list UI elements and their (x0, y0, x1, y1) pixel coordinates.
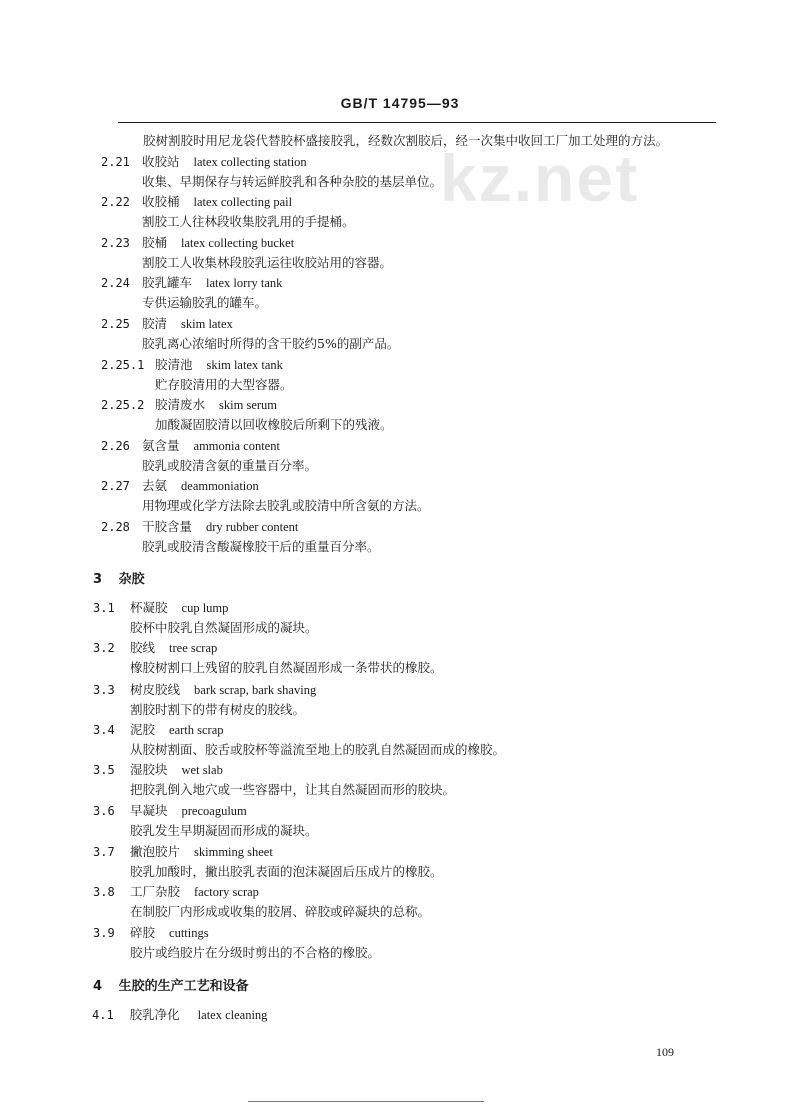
term-definition: 加酸凝固胶清以回收橡胶后所剩下的残液。 (155, 417, 393, 432)
term-number: 2.25.1 (101, 358, 145, 372)
term-definition: 割胶工人往林段收集胶乳用的手提桶。 (142, 214, 355, 229)
page-header: GB/T 14795—93 (340, 95, 460, 111)
term-definition: 橡胶树割口上残留的胶乳自然凝固形成一条带状的橡胶。 (130, 660, 443, 675)
term-en: ammonia content (193, 439, 280, 453)
term-definition: 胶杯中胶乳自然凝固形成的凝块。 (130, 620, 318, 635)
term-heading (101, 316, 233, 332)
term-en: latex collecting pail (193, 195, 293, 209)
bottom-rule (248, 1101, 484, 1102)
term-heading (93, 640, 217, 656)
term-number: 2.25.2 (101, 398, 145, 412)
term-en: deammoniation (181, 479, 259, 493)
term-definition: 把胶乳倒入地穴或一些容器中，让其自然凝固而形的胶块。 (130, 782, 456, 797)
term-number: 3.4 (93, 723, 115, 737)
term-en: skim latex tank (206, 358, 283, 372)
term-heading (93, 844, 273, 860)
term-zh: 氨含量 (142, 438, 180, 453)
term-definition: 贮存胶清用的大型容器。 (155, 377, 293, 392)
term-number: 2.27 (101, 479, 130, 493)
term-number: 2.24 (101, 276, 130, 290)
term-number: 2.25 (101, 317, 130, 331)
term-zh: 早凝块 (130, 803, 168, 818)
term-definition: 用物理或化学方法除去胶乳或胶清中所含氨的方法。 (142, 498, 430, 513)
term-zh: 胶线 (130, 640, 156, 655)
term-en: skimming sheet (194, 845, 273, 859)
term-heading (101, 397, 277, 413)
term-heading (93, 925, 209, 941)
term-zh: 去氨 (142, 478, 168, 493)
term-definition: 从胶树割面、胶舌或胶杯等溢流至地上的胶乳自然凝固而成的橡胶。 (130, 742, 506, 757)
term-number: 3.6 (93, 804, 115, 818)
term-zh: 湿胶块 (130, 762, 168, 777)
section-title: 杂胶 (118, 572, 145, 587)
term-en: wet slab (181, 763, 223, 777)
term-number: 3.7 (93, 845, 115, 859)
section-4-heading (93, 975, 249, 994)
section-number: 4 (93, 979, 103, 994)
term-en: latex collecting bucket (181, 236, 295, 250)
term-heading (101, 519, 298, 535)
term-zh: 杯凝胶 (130, 600, 168, 615)
term-heading (93, 722, 224, 738)
term-zh: 撇泡胶片 (130, 844, 181, 859)
term-en: cup lump (181, 601, 229, 615)
term-4-1 (92, 1007, 267, 1023)
term-heading (93, 884, 259, 900)
term-number: 4.1 (92, 1008, 114, 1022)
term-zh: 收胶桶 (142, 194, 180, 209)
term-zh: 胶清废水 (155, 397, 206, 412)
term-heading (101, 275, 282, 291)
term-definition: 胶乳加酸时，撇出胶乳表面的泡沫凝固后压成片的橡胶。 (130, 864, 443, 879)
term-en: latex cleaning (197, 1008, 268, 1022)
section-3-heading (93, 568, 145, 587)
term-en: factory scrap (194, 885, 259, 899)
term-zh: 胶乳罐车 (142, 275, 193, 290)
term-zh: 泥胶 (130, 722, 156, 737)
term-en: bark scrap, bark shaving (194, 683, 317, 697)
term-en: dry rubber content (206, 520, 299, 534)
term-zh: 树皮胶线 (130, 682, 181, 697)
term-en: earth scrap (169, 723, 224, 737)
term-zh: 收胶站 (142, 154, 180, 169)
term-zh: 胶清池 (155, 357, 193, 372)
term-en: latex lorry tank (206, 276, 283, 290)
term-definition: 胶乳发生早期凝固而形成的凝块。 (130, 823, 318, 838)
term-zh: 工厂杂胶 (130, 884, 181, 899)
term-heading (93, 682, 316, 698)
term-zh: 干胶含量 (142, 519, 193, 534)
term-heading (93, 600, 228, 616)
intro-line: 胶树割胶时用尼龙袋代替胶杯盛接胶乳，经数次割胶后，经一次集中收回工厂加工处理的方法。 (143, 133, 669, 148)
term-definition: 胶乳或胶清含酸凝橡胶干后的重量百分率。 (142, 539, 380, 554)
term-definition: 专供运输胶乳的罐车。 (142, 295, 268, 310)
term-en: cuttings (169, 926, 209, 940)
section-title: 生胶的生产工艺和设备 (118, 979, 249, 994)
term-heading (101, 438, 280, 454)
term-heading (101, 357, 283, 373)
term-heading (101, 154, 307, 170)
page-number: 109 (656, 1045, 674, 1059)
term-number: 3.3 (93, 683, 115, 697)
term-en: skim latex (181, 317, 233, 331)
term-heading (101, 235, 294, 251)
term-number: 3.9 (93, 926, 115, 940)
term-number: 3.8 (93, 885, 115, 899)
term-zh: 胶桶 (142, 235, 168, 250)
term-number: 3.1 (93, 601, 115, 615)
term-definition: 割胶时割下的带有树皮的胶线。 (130, 702, 306, 717)
term-en: latex collecting station (193, 155, 307, 169)
term-definition: 割胶工人收集林段胶乳运往收胶站用的容器。 (142, 255, 393, 270)
term-en: skim serum (219, 398, 277, 412)
term-number: 2.28 (101, 520, 130, 534)
term-heading (101, 194, 292, 210)
watermark: kz.net (440, 141, 640, 215)
term-zh: 碎胶 (130, 925, 156, 940)
term-definition: 胶片或绉胶片在分级时剪出的不合格的橡胶。 (130, 945, 381, 960)
term-definition: 收集、早期保存与转运鲜胶乳和各种杂胶的基层单位。 (142, 174, 443, 189)
term-definition: 在制胶厂内形成或收集的胶屑、碎胶或碎凝块的总称。 (130, 904, 431, 919)
term-number: 2.26 (101, 439, 130, 453)
term-number: 3.5 (93, 763, 115, 777)
header-rule (118, 122, 716, 123)
term-zh: 胶乳净化 (129, 1007, 180, 1022)
term-number: 3.2 (93, 641, 115, 655)
term-number: 2.22 (101, 195, 130, 209)
term-heading (93, 803, 247, 819)
term-number: 2.21 (101, 155, 130, 169)
term-heading (101, 478, 259, 494)
term-number: 2.23 (101, 236, 130, 250)
section-number: 3 (93, 572, 103, 587)
term-en: tree scrap (169, 641, 218, 655)
term-zh: 胶清 (142, 316, 168, 331)
term-heading (93, 762, 223, 778)
term-definition: 胶乳离心浓缩时所得的含干胶约5%的副产品。 (142, 336, 400, 351)
term-en: precoagulum (181, 804, 247, 818)
term-definition: 胶乳或胶清含氨的重量百分率。 (142, 458, 318, 473)
